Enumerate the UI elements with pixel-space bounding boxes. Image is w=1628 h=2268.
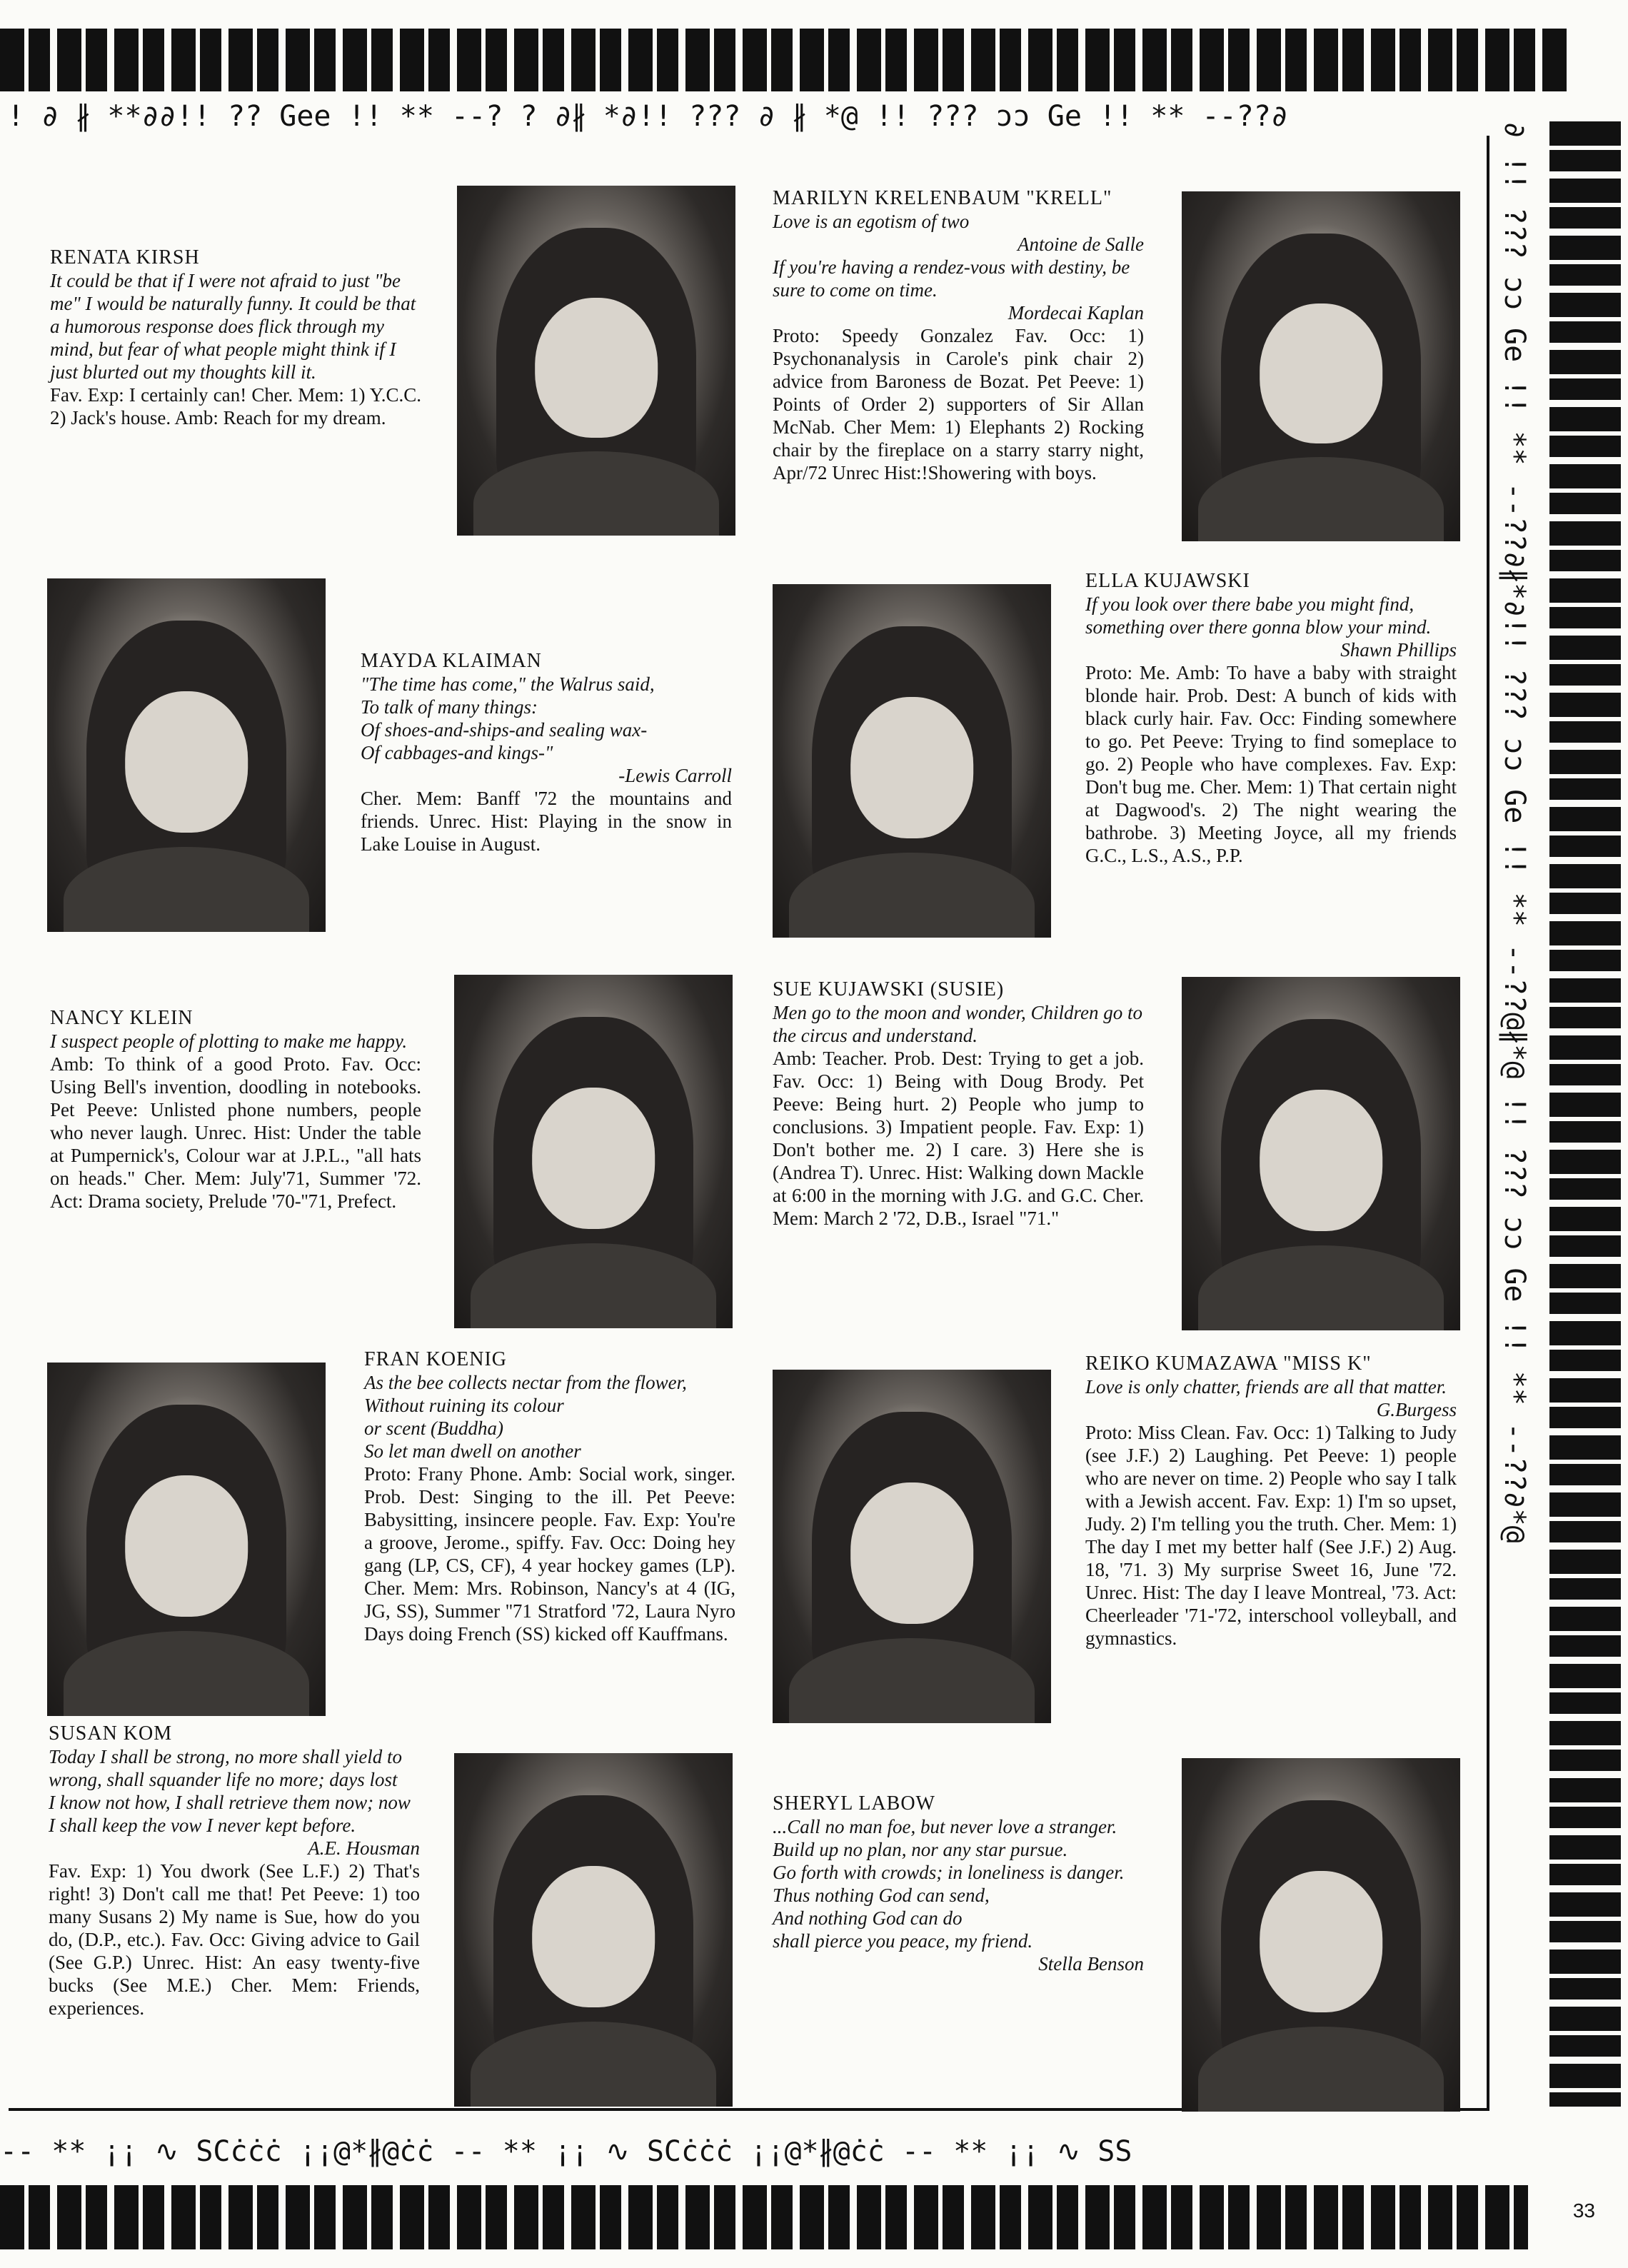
portrait-reiko-kumazawa [773,1370,1051,1723]
quote-attribution-second: Mordecai Kaplan [1008,302,1144,323]
student-name: SUE KUJAWSKI (SUSIE) [773,978,1005,1000]
student-details: Proto: Frany Phone. Amb: Social work, singer. Prob. Dest: Singing to the ill. Pet Peeve: Babysitting, insincere people. Fav. Exp: You're a groove, Jerome., spiffy. Fav. Occ: Doing hey gang (LP, CS, CF), 4 year hockey games (LP). Cher. Mem: Mrs. Robinson, Nancy's at 4 (IG, JG, SS), Summer ''71 Stratford '72, Laura Nyro Days doing French (SS) kicked off Kauffmans. [364,1463,735,1645]
quote-attribution: G.Burgess [1376,1399,1457,1420]
student-quote: I suspect people of plotting to make me happy. [50,1030,408,1052]
student-details: Fav. Exp: I certainly can! Cher. Mem: 1) Y.C.C. 2) Jack's house. Amb: Reach for my dream. [50,384,421,428]
quote-attribution: Antoine de Salle [1018,234,1144,255]
top-scribble-text: ! ∂ ∦ **∂∂!! ?? Gee !! ** --? ? ∂∦ *∂!! ??? ∂ ∦ *@ !! ??? ɔɔ Ge !! ** --??∂ [7,100,1288,133]
portrait-susan-kom [454,1753,733,2107]
portrait-sheryl-labow [1182,1758,1460,2112]
portrait-sue-kujawski [1182,977,1460,1330]
entry-susan-kom [49,1722,420,2019]
student-name: RENATA KIRSH [50,246,200,269]
student-quote-second: If you're having a rendez-vous with destiny, be sure to come on time. [773,256,1130,301]
student-quote: Love is an egotism of two [773,211,970,232]
quote-attribution: Stella Benson [1038,1953,1144,1975]
student-name: ELLA KUJAWSKI [1085,570,1250,592]
portrait-mayda-klaiman [47,578,326,932]
student-quote: If you look over there babe you might find, something over there gonna blow your mind. [1085,593,1432,638]
bottom-border-decoration [0,2185,1528,2249]
bottom-scribble-text: -- ** ¡¡ ∿ SCċċċ ¡¡@*∦@ċċ -- ** ¡¡ ∿ SCċċċ ¡¡@*∦@ċċ -- ** ¡¡ ∿ SS [0,2135,1132,2168]
quote-attribution: Shawn Phillips [1340,639,1457,661]
student-quote: As the bee collects nectar from the flower, Without ruining its colour or scent (Buddha) So let man dwell on another [364,1372,687,1462]
portrait-marilyn-krelenbaum [1182,191,1460,541]
student-quote: It could be that if I were not afraid to just "be me" I would be naturally funny. It could be that a humorous response does flick through my mind, but fear of what people might think if I just blurted out my thoughts kill it. [50,270,416,383]
portrait-nancy-klein [454,975,733,1328]
right-scribble-text: ∂ !! ??? ɔɔ Ge !! ** --??∂∦*∂!! ??? ɔɔ Ge !! ** --??@∦*@ !! ??? ɔɔ Ge !! ** --??∂*@ [1498,121,1531,1543]
student-details: Fav. Exp: 1) You dwork (See L.F.) 2) That's right! 3) Don't call me that! Pet Peeve: 1) too many Susans 2) My name is Sue, how do you do, (D.P., etc.). Fav. Occ: Giving advice to Gail (See G.P.) Unrec. Hist: An easy twenty-five bucks (See M.E.) Cher. Mem: Friends, experiences. [49,1860,420,2019]
portrait-ella-kujawski [773,584,1051,938]
student-quote: ...Call no man foe, but never love a stranger. Build up no plan, nor any star pursue. Go forth with crowds; in loneliness is danger. Thus nothing God can send, And nothing God can do shall pierce you peace, my friend. [773,1816,1125,1952]
entry-marilyn-krelenbaum [773,187,1144,484]
student-quote: Today I shall be strong, no more shall yield to wrong, shall squander life no more; days lost I know not how, I shall retrieve them now; now I shall keep the vow I never kept before. [49,1746,411,1836]
student-quote: Men go to the moon and wonder, Children go to the circus and understand. [773,1002,1142,1046]
entry-mayda-klaiman [361,650,732,855]
student-name: SHERYL LABOW [773,1792,935,1815]
entry-nancy-klein [50,1007,421,1213]
entry-fran-koenig [364,1348,735,1645]
entry-sue-kujawski [773,978,1144,1230]
student-name: SUSAN KOM [49,1722,173,1745]
student-name: FRAN KOENIG [364,1348,507,1370]
student-quote: Love is only chatter, friends are all that matter. [1085,1376,1447,1398]
student-details: Cher. Mem: Banff '72 the mountains and friends. Unrec. Hist: Playing in the snow in Lake Louise in August. [361,788,732,855]
quote-attribution: A.E. Housman [308,1837,420,1859]
student-name: NANCY KLEIN [50,1007,194,1029]
student-details: Proto: Me. Amb: To have a baby with straight blonde hair. Prob. Dest: A bunch of kids with black curly hair. Fav. Occ: Finding somewhere to go. Pet Peeve: Trying to find someplace to go. 2) People who have complexes. Fav. Exp: Don't bug me. Cher. Mem: 1) That certain night at Dagwood's. 2) The night wearing the bathrobe. 3) Meeting Joyce, all my friends G.C., L.S., A.S., P.P. [1085,662,1457,866]
student-name: REIKO KUMAZAWA "MISS K" [1085,1353,1372,1375]
quote-attribution: -Lewis Carroll [618,765,732,786]
top-border-decoration [0,29,1571,91]
student-details: Proto: Speedy Gonzalez Fav. Occ: 1) Psychonanalysis in Carole's pink chair 2) advice from Baroness de Bozat. Pet Peeve: 1) Points of Order 2) supporters of Sir Allan McNab. Cher Mem: 1) Elephants 2) Rocking chair by the fireplace on a starry starry night, Apr/72 Unrec Hist:!Showering with boys. [773,325,1144,483]
student-details: Amb: Teacher. Prob. Dest: Trying to get a job. Fav. Occ: 1) Being with Doug Brody. Pet Peeve: Being hurt. 2) People who jump to conclusions. 3) Impatient people. Fav. Exp: 1) Don't bother me. 2) I care. 3) Here she is (Andrea T). Unrec. Hist: Walking down Mackle at 6:00 in the morning with J.G. and G.C. Cher. Mem: March 2 '72, D.B., Israel "71." [773,1048,1144,1229]
entry-ella-kujawski [1085,570,1457,867]
student-details: Proto: Miss Clean. Fav. Occ: 1) Talking to Judy (see J.F.) 2) Laughing. Pet Peeve: 1) people who are never on time. 2) People who say I talk with a Jewish accent. Fav. Exp: 1) I'm so upset, Judy. 2) I'm telling you the truth. Cher. Mem: 1) The day I met my better half (See J.F.) 2) Aug. 18, '71. 3) My surprise Sweet 16, June '72. Unrec. Hist: The day I leave Montreal, '73. Act: Cheerleader '71-'72, interschool volleyball, and gymnastics. [1085,1422,1457,1649]
student-details: Amb: To think of a good Proto. Fav. Occ: Using Bell's invention, doodling in notebooks. Pet Peeve: Unlisted phone numbers, people who never laugh. Unrec. Hist: Under the table at Pumpernick's, Colour war at J.P.L., "all hats on heads." Cher. Mem: July'71, Summer '72. Act: Drama society, Prelude '70-''71, Prefect. [50,1053,421,1212]
portrait-renata-kirsh [457,186,735,536]
portrait-fran-koenig [47,1363,326,1716]
entry-renata-kirsh [50,246,421,429]
entry-reiko-kumazawa [1085,1353,1457,1650]
entry-sheryl-labow [773,1792,1144,1975]
student-quote: "The time has come," the Walrus said, To talk of many things: Of shoes-and-ships-and sealing wax- Of cabbages-and kings-" [361,673,655,763]
student-name: MARILYN KRELENBAUM "KRELL" [773,187,1112,209]
page-number: 33 [1572,2199,1595,2222]
student-name: MAYDA KLAIMAN [361,650,542,672]
right-border-decoration [1549,121,1621,2107]
